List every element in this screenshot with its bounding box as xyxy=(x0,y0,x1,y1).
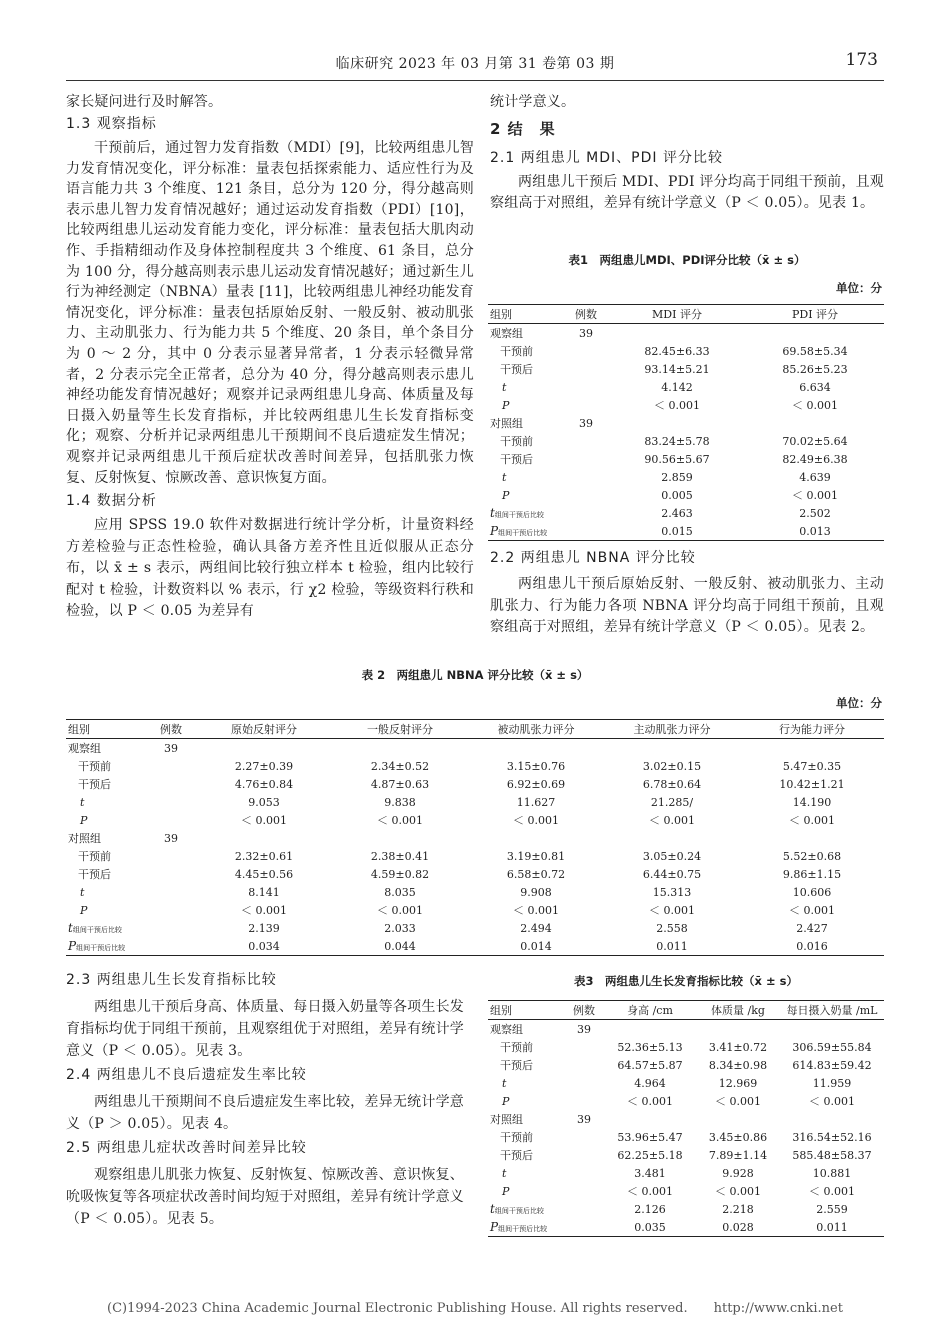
table-cell: ＜ 0.001 xyxy=(627,1185,673,1198)
col-header: 组别 xyxy=(488,305,564,324)
table-cell: 14.190 xyxy=(792,795,832,809)
row-label: 观察组 xyxy=(68,742,101,755)
table-cell: 585.48±58.37 xyxy=(792,1148,872,1162)
table-row xyxy=(488,360,884,378)
table-row xyxy=(66,847,884,865)
table-cell: 3.481 xyxy=(634,1166,666,1180)
table-cell: 306.59±55.84 xyxy=(792,1040,872,1054)
table-row xyxy=(488,504,884,522)
table-cell: 39 xyxy=(579,416,593,430)
table-cell: 0.016 xyxy=(740,937,884,956)
table-cell: 2.27±0.39 xyxy=(234,759,294,773)
table-cell: 39 xyxy=(577,1022,591,1036)
row-label: t组间干预后比较 xyxy=(490,1202,544,1216)
table-cell: 82.49±6.38 xyxy=(782,452,848,466)
table-cell: 4.964 xyxy=(634,1076,666,1090)
table2 xyxy=(66,719,884,956)
row-label: P xyxy=(502,1184,510,1198)
row-label: P组间干预后比较 xyxy=(488,522,564,541)
table-cell: 64.57±5.87 xyxy=(617,1058,683,1072)
table-row xyxy=(488,1164,884,1182)
row-label: P xyxy=(502,398,510,412)
table-cell: 4.76±0.84 xyxy=(234,777,294,791)
table-cell xyxy=(564,1182,604,1200)
table1-header-row xyxy=(488,305,884,324)
table-row xyxy=(66,793,884,811)
table-cell xyxy=(564,1146,604,1164)
row-label: 干预后 xyxy=(500,453,533,466)
table-cell xyxy=(564,1164,604,1182)
table-cell: 9.928 xyxy=(722,1166,754,1180)
table-cell: 0.014 xyxy=(468,937,604,956)
table-cell: 0.013 xyxy=(746,522,884,541)
col-header: 原始反射评分 xyxy=(196,720,332,739)
table-cell xyxy=(468,739,604,758)
table-row xyxy=(66,775,884,793)
right-column xyxy=(490,92,884,214)
table1 xyxy=(488,304,884,541)
table-cell xyxy=(564,1038,604,1056)
section-heading-1-4: 1.4 数据分析 xyxy=(66,493,157,510)
table-cell: 4.142 xyxy=(661,380,693,394)
table-cell xyxy=(196,739,332,758)
table-cell: 10.606 xyxy=(792,885,832,899)
table-row xyxy=(66,739,884,758)
col-header: 例数 xyxy=(146,720,196,739)
table-cell: 85.26±5.23 xyxy=(782,362,848,376)
section-heading-2-5: 2.5 两组患儿症状改善时间差异比较 xyxy=(66,1140,307,1156)
table-cell xyxy=(332,739,468,758)
table3 xyxy=(488,1000,884,1237)
table-row xyxy=(488,378,884,396)
table-cell: 0.028 xyxy=(696,1218,780,1237)
table-cell xyxy=(564,468,608,486)
table-row xyxy=(488,1110,884,1128)
table-cell: 8.035 xyxy=(384,885,416,899)
table-cell: 3.15±0.76 xyxy=(506,759,566,773)
table-cell xyxy=(564,1200,604,1218)
table-row xyxy=(66,865,884,883)
table-cell xyxy=(604,739,740,758)
row-label: 干预后 xyxy=(78,778,111,791)
table-cell: 2.38±0.41 xyxy=(370,849,430,863)
table-row xyxy=(488,468,884,486)
table-cell: 3.05±0.24 xyxy=(642,849,702,863)
table-row xyxy=(488,1074,884,1092)
table-row xyxy=(66,829,884,847)
table-row xyxy=(488,1038,884,1056)
table-row xyxy=(488,486,884,504)
table-cell: 6.634 xyxy=(799,380,831,394)
row-label: t xyxy=(80,885,85,899)
row-label: 干预前 xyxy=(500,345,533,358)
table-cell xyxy=(740,829,884,847)
table-cell: 4.639 xyxy=(799,470,831,484)
row-label: 对照组 xyxy=(68,832,101,845)
table-cell: 2.033 xyxy=(384,921,416,935)
table-cell: 90.56±5.67 xyxy=(644,452,710,466)
table-cell xyxy=(780,1020,884,1039)
table-cell: 8.141 xyxy=(248,885,280,899)
paragraph-2-1: 两组患儿干预后 MDI、PDI 评分均高于同组干预前，且观察组高于对照组，差异有统计学意义（P ＜ 0.05）。见表 1。 xyxy=(490,174,884,211)
copyright-footer: (C)1994-2023 China Academic Journal Electronic Publishing House. All rights reserved. http://www.cnki.net xyxy=(107,1301,843,1316)
table-cell xyxy=(146,793,196,811)
paragraph: 家长疑问进行及时解答。 xyxy=(66,94,223,110)
row-label: P组间干预后比较 xyxy=(488,1218,564,1237)
row-label: 干预前 xyxy=(78,850,111,863)
row-label: t xyxy=(502,380,507,394)
table-row xyxy=(66,901,884,919)
table-cell: 9.908 xyxy=(520,885,552,899)
table-cell: ＜ 0.001 xyxy=(513,814,559,827)
table-row xyxy=(488,1200,884,1218)
row-label: t组间干预后比较 xyxy=(68,921,122,935)
table-cell: 614.83±59.42 xyxy=(792,1058,872,1072)
table-cell xyxy=(146,847,196,865)
table-row xyxy=(66,883,884,901)
table-cell: ＜ 0.001 xyxy=(649,814,695,827)
paragraph-2-3: 两组患儿干预后身高、体质量、每日摄入奶量等各项生长发育指标均优于同组干预前，且观察组优于对照组，差异有统计学意义（P ＜ 0.05）。见表 3。 xyxy=(66,999,464,1059)
table-cell: 82.45±6.33 xyxy=(644,344,710,358)
table-cell xyxy=(564,522,608,541)
table3-header-row xyxy=(488,1001,884,1020)
table-cell: ＜ 0.001 xyxy=(715,1185,761,1198)
table-cell: 0.005 xyxy=(661,488,693,502)
table-cell xyxy=(564,432,608,450)
table-cell xyxy=(564,504,608,522)
table-cell: 9.86±1.15 xyxy=(782,867,842,881)
table-cell: 10.42±1.21 xyxy=(779,777,845,791)
table-cell xyxy=(146,865,196,883)
table-cell: 0.015 xyxy=(608,522,746,541)
table-cell xyxy=(604,1110,696,1128)
table-row xyxy=(488,1182,884,1200)
table-cell: 3.41±0.72 xyxy=(708,1040,768,1054)
table-cell: 0.034 xyxy=(196,937,332,956)
table-cell: 3.45±0.86 xyxy=(708,1130,768,1144)
table-cell: 39 xyxy=(577,1112,591,1126)
row-label: P xyxy=(80,903,88,917)
table-row xyxy=(66,811,884,829)
row-label: t xyxy=(502,470,507,484)
table-cell: 11.627 xyxy=(516,795,556,809)
table-cell: 2.502 xyxy=(799,506,831,520)
paragraph-2-2: 两组患儿干预后原始反射、一般反射、被动肌张力、主动肌张力、行为能力各项 NBNA 评分均高于同组干预前，且观察组高于对照组，差异有统计学意义（P ＜ 0.05）。见表 2。 xyxy=(490,576,884,635)
row-label: t xyxy=(502,1076,507,1090)
row-label: 干预前 xyxy=(500,1041,533,1054)
table-cell xyxy=(746,414,884,432)
table-cell: 0.011 xyxy=(604,937,740,956)
header-rule xyxy=(66,80,884,81)
col-header: 组别 xyxy=(66,720,146,739)
row-label: 干预前 xyxy=(500,1131,533,1144)
table-row xyxy=(488,450,884,468)
table-cell: ＜ 0.001 xyxy=(241,814,287,827)
row-label: 干预前 xyxy=(500,435,533,448)
table-cell: 8.34±0.98 xyxy=(708,1058,768,1072)
section-heading-2: 2 结 果 xyxy=(490,120,556,138)
row-label: 干预后 xyxy=(78,868,111,881)
section-heading-1-3: 1.3 观察指标 xyxy=(66,116,157,132)
table-cell: ＜ 0.001 xyxy=(377,904,423,917)
table-cell xyxy=(146,901,196,919)
table-cell xyxy=(564,342,608,360)
table-cell xyxy=(608,414,746,432)
table-cell: ＜ 0.001 xyxy=(649,904,695,917)
table-cell: 3.19±0.81 xyxy=(506,849,566,863)
table-row xyxy=(488,1218,884,1237)
table-row xyxy=(488,396,884,414)
table-cell: 93.14±5.21 xyxy=(644,362,710,376)
col-header: 例数 xyxy=(564,1001,604,1020)
table-cell: ＜ 0.001 xyxy=(809,1095,855,1108)
table-cell xyxy=(564,396,608,414)
table-cell xyxy=(564,1092,604,1110)
col-header: PDI 评分 xyxy=(746,305,884,324)
table-cell: 69.58±5.34 xyxy=(782,344,848,358)
table-cell: 2.218 xyxy=(722,1202,754,1216)
row-label: 干预后 xyxy=(500,1149,533,1162)
table-row xyxy=(488,432,884,450)
table-cell xyxy=(196,829,332,847)
table-cell xyxy=(564,378,608,396)
table2-header-row xyxy=(66,720,884,739)
table-cell: 52.36±5.13 xyxy=(617,1040,683,1054)
table-cell xyxy=(564,1218,604,1237)
table2-unit: 单位：分 xyxy=(836,696,882,710)
table-cell: 7.89±1.14 xyxy=(708,1148,768,1162)
row-label: P xyxy=(502,1094,510,1108)
table-row xyxy=(488,342,884,360)
col-header: 体质量 /kg xyxy=(696,1001,780,1020)
table-cell: 9.053 xyxy=(248,795,280,809)
table-cell: ＜ 0.001 xyxy=(627,1095,673,1108)
table-cell: 2.859 xyxy=(661,470,693,484)
table-cell: ＜ 0.001 xyxy=(809,1185,855,1198)
section-heading-2-3: 2.3 两组患儿生长发育指标比较 xyxy=(66,972,277,988)
col-header: 身高 /cm xyxy=(604,1001,696,1020)
table-cell xyxy=(604,1020,696,1039)
table-cell: 39 xyxy=(579,326,593,340)
paragraph-1-3: 干预前后，通过智力发育指数（MDI）[9]，比较两组患儿智力发育情况变化，评分标准：量表包括探索能力、适应性行为及语言能力共 3 个维度、121 条目，总分为 120 分，得分越高则表示患儿智力发育情况越好；通过运动发育指数（PDI）[10]，比较两组患儿运动发育能力变化，评分标准：量表包括大肌肉动作、手指精细动作及身体控制程度共 3 个维度、61 条目，总分为 100 分，得分越高则表示患儿运动发育情况越好；通过新生儿行为神经测定（NBNA）量表 [11]，比较两组患儿神经功能发育情况变化，评分标准：量表包括原始反射、一般反射、被动肌张力、主动肌张力、行为能力共 5 个维度、20 条目，单个条目分为 0 ～ 2 分，其中 0 分表示显著异常者，1 分表示轻微异常者，2 分表示完全正常者，总分为 40 分，得分越高则表示患儿神经功能发育情况越好；观察并记录两组患儿身高、体质量及每日摄入奶量等生长发育指标，并比较两组患儿生长发育指标变化；观察、分析并记录两组患儿干预期间不良后遗症发生情况；观察并记录两组患儿干预后症状改善时间差异，包括肌张力恢复、反射恢复、惊厥改善、意识恢复方面。 xyxy=(66,140,474,486)
table-cell xyxy=(468,829,604,847)
table-cell xyxy=(608,324,746,343)
journal-header: 临床研究 2023 年 03 月第 31 卷第 03 期 xyxy=(335,56,615,72)
table-row xyxy=(488,1146,884,1164)
left-column xyxy=(66,92,474,623)
table-cell: 2.558 xyxy=(656,921,688,935)
table-cell: 2.34±0.52 xyxy=(370,759,430,773)
table-cell: 10.881 xyxy=(812,1166,852,1180)
table-cell: 2.427 xyxy=(796,921,828,935)
table-cell: 0.011 xyxy=(780,1218,884,1237)
row-label: 干预前 xyxy=(78,760,111,773)
table-cell xyxy=(740,739,884,758)
row-label: P xyxy=(80,813,88,827)
table-cell: ＜ 0.001 xyxy=(241,904,287,917)
table-cell: 21.285/ xyxy=(650,795,694,809)
row-label: t xyxy=(80,795,85,809)
table-cell: 53.96±5.47 xyxy=(617,1130,683,1144)
lower-left-column xyxy=(66,970,464,1230)
table-cell: 9.838 xyxy=(384,795,416,809)
page-number: 173 xyxy=(845,50,878,70)
table-cell: ＜ 0.001 xyxy=(377,814,423,827)
row-label: 干预后 xyxy=(500,1059,533,1072)
paragraph: 统计学意义。 xyxy=(490,94,576,110)
table-cell: 62.25±5.18 xyxy=(617,1148,683,1162)
table2-caption: 表 2 两组患儿 NBNA 评分比较（x̄ ± s） xyxy=(361,668,589,682)
table-cell: 11.959 xyxy=(812,1076,852,1090)
row-label: P xyxy=(502,488,510,502)
paragraph-1-4: 应用 SPSS 19.0 软件对数据进行统计学分析，计量资料经方差检验与正态性检验，确认具备方差齐性且近似服从正态分布，以 x̄ ± s 表示，两组间比较行独立样本 t 检验，组内比较行配对 t 检验，计数资料以 % 表示，行 χ2 检验，等级资料行秩和检验，以 P ＜ 0.05 为差异有 xyxy=(66,517,474,620)
col-header: 行为能力评分 xyxy=(740,720,884,739)
table-cell: ＜ 0.001 xyxy=(715,1095,761,1108)
col-header: MDI 评分 xyxy=(608,305,746,324)
table-cell: 12.969 xyxy=(718,1076,758,1090)
table-cell xyxy=(146,937,196,956)
table-cell xyxy=(564,1128,604,1146)
col-header: 一般反射评分 xyxy=(332,720,468,739)
row-label: 干预后 xyxy=(500,363,533,376)
row-label: t组间干预后比较 xyxy=(490,506,544,520)
table-row xyxy=(488,414,884,432)
table-cell xyxy=(146,919,196,937)
table1-caption: 表1 两组患儿MDI、PDI评分比较（x̄ ± s） xyxy=(568,253,806,267)
table-cell: ＜ 0.001 xyxy=(792,399,838,412)
paragraph-2-4: 两组患儿干预期间不良后遗症发生率比较，差异无统计学意义（P ＞ 0.05）。见表 4。 xyxy=(66,1094,464,1132)
table-cell: 0.035 xyxy=(604,1218,696,1237)
table-cell: ＜ 0.001 xyxy=(513,904,559,917)
table-cell xyxy=(604,829,740,847)
section-heading-2-2: 2.2 两组患儿 NBNA 评分比较 xyxy=(490,550,696,566)
table-cell xyxy=(564,1074,604,1092)
table-cell: ＜ 0.001 xyxy=(789,904,835,917)
table-cell: ＜ 0.001 xyxy=(789,814,835,827)
col-header: 每日摄入奶量 /mL xyxy=(780,1001,884,1020)
row-label: t xyxy=(502,1166,507,1180)
table-cell xyxy=(146,883,196,901)
table-row xyxy=(488,1020,884,1039)
table-cell xyxy=(564,486,608,504)
table-row xyxy=(488,1092,884,1110)
col-header: 例数 xyxy=(564,305,608,324)
table-cell: 316.54±52.16 xyxy=(792,1130,872,1144)
table3-caption: 表3 两组患儿生长发育指标比较（x̄ ± s） xyxy=(574,974,798,988)
table-cell: 83.24±5.78 xyxy=(644,434,710,448)
paragraph-2-5: 观察组患儿肌张力恢复、反射恢复、惊厥改善、意识恢复、吮吸恢复等各项症状改善时间均短于对照组，差异有统计学意义（P ＜ 0.05）。见表 5。 xyxy=(66,1167,464,1227)
table-row xyxy=(488,522,884,541)
table-cell: 6.58±0.72 xyxy=(506,867,566,881)
table-cell: 4.59±0.82 xyxy=(370,867,430,881)
table-cell: 15.313 xyxy=(652,885,692,899)
col-header: 组别 xyxy=(488,1001,564,1020)
section-heading-2-1: 2.1 两组患儿 MDI、PDI 评分比较 xyxy=(490,150,723,166)
table-cell: 0.044 xyxy=(332,937,468,956)
table-cell: ＜ 0.001 xyxy=(654,399,700,412)
table-cell: 39 xyxy=(164,741,178,755)
row-label: 观察组 xyxy=(490,1023,523,1036)
table-cell: 5.47±0.35 xyxy=(782,759,842,773)
right-column-2-2 xyxy=(490,548,884,639)
table-row xyxy=(66,937,884,956)
table-cell xyxy=(332,829,468,847)
table-cell xyxy=(564,450,608,468)
table-cell: 2.559 xyxy=(816,1202,848,1216)
row-label: 对照组 xyxy=(490,1113,523,1126)
row-label: P组间干预后比较 xyxy=(66,937,146,956)
table-cell xyxy=(696,1020,780,1039)
table-cell: 4.87±0.63 xyxy=(370,777,430,791)
section-heading-2-4: 2.4 两组患儿不良后遗症发生率比较 xyxy=(66,1067,307,1083)
table-cell: 39 xyxy=(164,831,178,845)
table-cell: 4.45±0.56 xyxy=(234,867,294,881)
col-header: 被动肌张力评分 xyxy=(468,720,604,739)
table-row xyxy=(488,1128,884,1146)
table-cell xyxy=(564,360,608,378)
table-cell xyxy=(780,1110,884,1128)
table-cell: 2.126 xyxy=(634,1202,666,1216)
table-row xyxy=(66,919,884,937)
table-cell: 2.139 xyxy=(248,921,280,935)
col-header: 主动肌张力评分 xyxy=(604,720,740,739)
table-cell xyxy=(146,811,196,829)
table-cell xyxy=(746,324,884,343)
table-cell: 6.78±0.64 xyxy=(642,777,702,791)
table-cell xyxy=(146,775,196,793)
table-row xyxy=(66,757,884,775)
table-cell: 2.463 xyxy=(661,506,693,520)
table-cell: ＜ 0.001 xyxy=(792,489,838,502)
table-cell: 2.32±0.61 xyxy=(234,849,294,863)
row-label: 观察组 xyxy=(490,327,523,340)
table-cell: 5.52±0.68 xyxy=(782,849,842,863)
table-cell: 2.494 xyxy=(520,921,552,935)
row-label: 对照组 xyxy=(490,417,523,430)
table-cell: 6.44±0.75 xyxy=(642,867,702,881)
table-row xyxy=(488,324,884,343)
table-cell xyxy=(146,757,196,775)
table-cell: 70.02±5.64 xyxy=(782,434,848,448)
table-cell xyxy=(564,1056,604,1074)
table-cell: 3.02±0.15 xyxy=(642,759,702,773)
table1-unit: 单位：分 xyxy=(836,281,882,295)
table-cell xyxy=(696,1110,780,1128)
table-cell: 6.92±0.69 xyxy=(506,777,566,791)
table-row xyxy=(488,1056,884,1074)
